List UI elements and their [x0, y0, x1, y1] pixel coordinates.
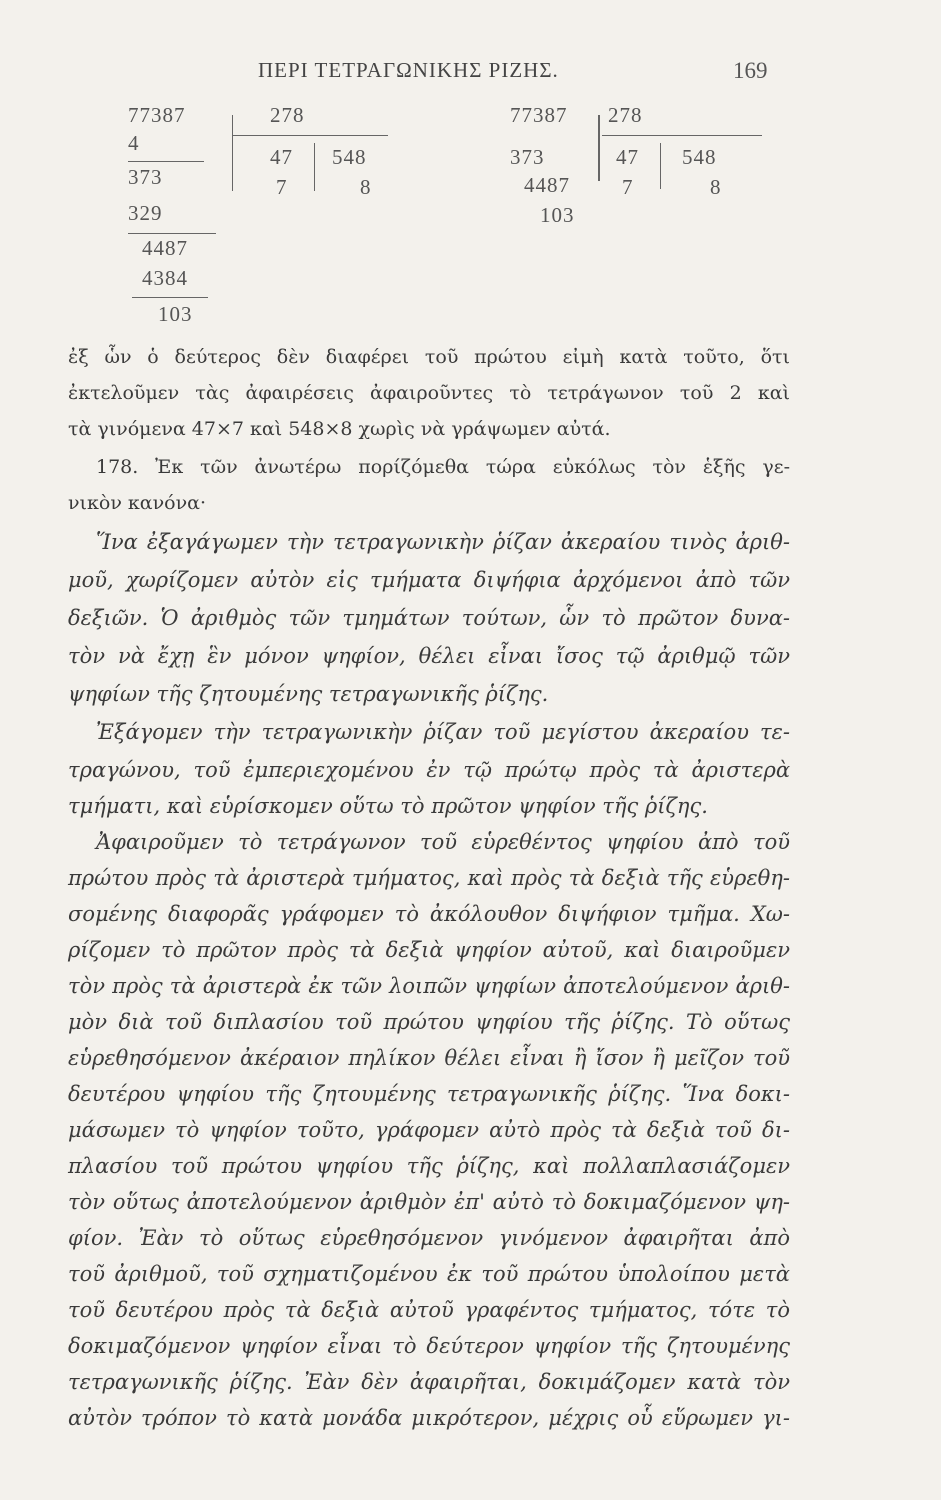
text-line: δευτέρου ψηφίου τῆς ζητουμένης τετραγωνικῆς ῥίζης. Ἵνα δοκι-: [68, 1082, 790, 1106]
divisor-2: 548: [682, 145, 717, 169]
divisor-separator: [314, 143, 315, 191]
text-line: νικὸν κανόνα·: [68, 492, 207, 514]
text-line: ἐξ ὧν ὁ δεύτερος δὲν διαφέρει τοῦ πρώτου εἰμὴ κατὰ τοῦτο, ὅτι: [68, 346, 790, 368]
remainder-1: 373: [128, 165, 163, 189]
divisor-2-digit: 8: [360, 175, 372, 199]
divisor-2-digit: 8: [710, 175, 722, 199]
text-line: σομένης διαφορᾶς γράφομεν τὸ ἀκόλουθον διψήφιον τμῆμα. Χω-: [68, 902, 790, 926]
text-line: ρίζομεν τὸ πρῶτον πρὸς τὰ δεξιὰ ψηφίον αὐτοῦ, καὶ διαιροῦμεν: [68, 938, 790, 962]
text-line: μὸν διὰ τοῦ διπλασίου τοῦ πρώτου ψηφίου τῆς ῥίζης. Τὸ οὕτως: [68, 1010, 790, 1034]
divisor-2: 548: [332, 145, 367, 169]
subtraction-rule: [128, 161, 204, 162]
text-line: τμήματι, καὶ εὑρίσκομεν οὕτω τὸ πρῶτον ψηφίον τῆς ῥίζης.: [68, 794, 708, 818]
text-line: Ἀφαιροῦμεν τὸ τετράγωνον τοῦ εὑρεθέντος ψηφίου ἀπὸ τοῦ: [96, 830, 790, 854]
root-result: 278: [270, 103, 305, 127]
text-line: πρώτου πρὸς τὰ ἀριστερὰ τμήματος, καὶ πρὸς τὰ δεξιὰ τῆς εὑρεθη-: [68, 866, 790, 890]
text-line: ἐκτελοῦμεν τὰς ἀφαιρέσεις ἀφαιροῦντες τὸ τετράγωνον τοῦ 2 καὶ: [68, 382, 790, 404]
text-line: δεξιῶν. Ὁ ἀριθμὸς τῶν τμημάτων τούτων, ὧν τὸ πρῶτον δυνα-: [68, 606, 790, 630]
subtrahend-1: 329: [128, 201, 163, 225]
text-line: τοῦ δευτέρου πρὸς τὰ δεξιὰ αὐτοῦ γραφέντος τμήματος, τότε τὸ: [68, 1298, 790, 1322]
text-line: 178. Ἐκ τῶν ἀνωτέρω πορίζόμεθα τώρα εὐκόλως τὸν ἑξῆς γε-: [96, 456, 790, 478]
text-line: δοκιμαζόμενον ψηφίον εἶναι τὸ δεύτερον ψηφίον τῆς ζητουμένης: [68, 1334, 790, 1358]
divisor-1: 47: [270, 145, 293, 169]
final-remainder: 103: [540, 203, 575, 227]
first-square: 4: [128, 131, 140, 155]
divisor-1-digit: 7: [276, 175, 288, 199]
remainder-2: 4487: [524, 173, 570, 197]
subtrahend-2: 4384: [142, 266, 188, 290]
root-separator: [232, 115, 233, 191]
text-line: τετραγωνικῆς ῥίζης. Ἐὰν δὲν ἀφαιρῆται, δοκιμάζομεν κατὰ τὸν: [68, 1370, 790, 1394]
subtraction-rule: [132, 297, 208, 298]
text-line: Ἐξάγομεν τὴν τετραγωνικὴν ῥίζαν τοῦ μεγίστου ἀκεραίου τε-: [96, 720, 790, 744]
text-line: τραγώνου, τοῦ ἐμπεριεχομένου ἐν τῷ πρώτῳ πρὸς τὰ ἀριστερὰ: [68, 758, 790, 782]
root-separator: [598, 115, 600, 181]
remainder-1: 373: [510, 145, 545, 169]
text-line: μάσωμεν τὸ ψηφίον τοῦτο, γράφομεν αὐτὸ πρὸς τὰ δεξιὰ τοῦ δι-: [68, 1118, 790, 1142]
square-root-calculation-full: [128, 103, 398, 335]
text-line: ψηφίων τῆς ζητουμένης τετραγωνικῆς ῥίζης.: [68, 682, 549, 706]
square-root-calculation-short: [510, 103, 770, 233]
page-number: 169: [733, 58, 768, 83]
text-line: τὸν πρὸς τὰ ἀριστερὰ ἐκ τῶν λοιπῶν ψηφίων ἀποτελούμενον ἀριθ-: [68, 974, 790, 998]
text-line: τὸν οὕτως ἀποτελούμενον ἀριθμὸν ἐπ' αὐτὸ τὸ δοκιμαζόμενον ψη-: [68, 1190, 790, 1214]
text-line: μοῦ, χωρίζομεν αὐτὸν εἰς τμήματα διψήφια ἀρχόμενοι ἀπὸ τῶν: [68, 568, 790, 592]
text-line: εὑρεθησόμενον ἀκέραιον πηλίκον θέλει εἶναι ἢ ἴσον ἢ μεῖζον τοῦ: [68, 1046, 790, 1070]
running-head: ΠΕΡΙ ΤΕΤΡΑΓΩΝΙΚΗΣ ΡΙΖΗΣ.: [258, 58, 559, 82]
text-line: Ἵνα ἐξαγάγωμεν τὴν τετραγωνικὴν ῥίζαν ἀκεραίου τινὸς ἀριθ-: [96, 530, 790, 554]
text-line: τὸν νὰ ἔχῃ ἓν μόνον ψηφίον, θέλει εἶναι ἴσος τῷ ἀριθμῷ τῶν: [68, 644, 790, 668]
remainder-2: 4487: [142, 236, 188, 260]
text-line: αὐτὸν τρόπον τὸ κατὰ μονάδα μικρότερον, μέχρις οὗ εὕρωμεν γι-: [68, 1406, 790, 1430]
text-line: τὰ γινόμενα 47×7 καὶ 548×8 χωρὶς νὰ γράψωμεν αὐτά.: [68, 418, 611, 440]
dividend: 77387: [510, 103, 568, 127]
divisor-1-digit: 7: [622, 175, 634, 199]
root-rule: [602, 135, 762, 136]
root-rule: [232, 135, 388, 136]
subtraction-rule: [128, 233, 216, 234]
root-result: 278: [608, 103, 643, 127]
final-remainder: 103: [158, 302, 193, 326]
text-line: φίον. Ἐὰν τὸ οὕτως εὑρεθησόμενον γινόμενον ἀφαιρῆται ἀπὸ: [68, 1226, 790, 1250]
dividend: 77387: [128, 103, 186, 127]
divisor-1: 47: [616, 145, 639, 169]
page-header: [0, 58, 941, 92]
text-line: πλασίου τοῦ πρώτου ψηφίου τῆς ῥίζης, καὶ πολλαπλασιάζομεν: [68, 1154, 790, 1178]
text-line: τοῦ ἀριθμοῦ, τοῦ σχηματιζομένου ἐκ τοῦ πρώτου ὑπολοίπου μετὰ: [68, 1262, 790, 1286]
divisor-separator: [660, 143, 661, 189]
